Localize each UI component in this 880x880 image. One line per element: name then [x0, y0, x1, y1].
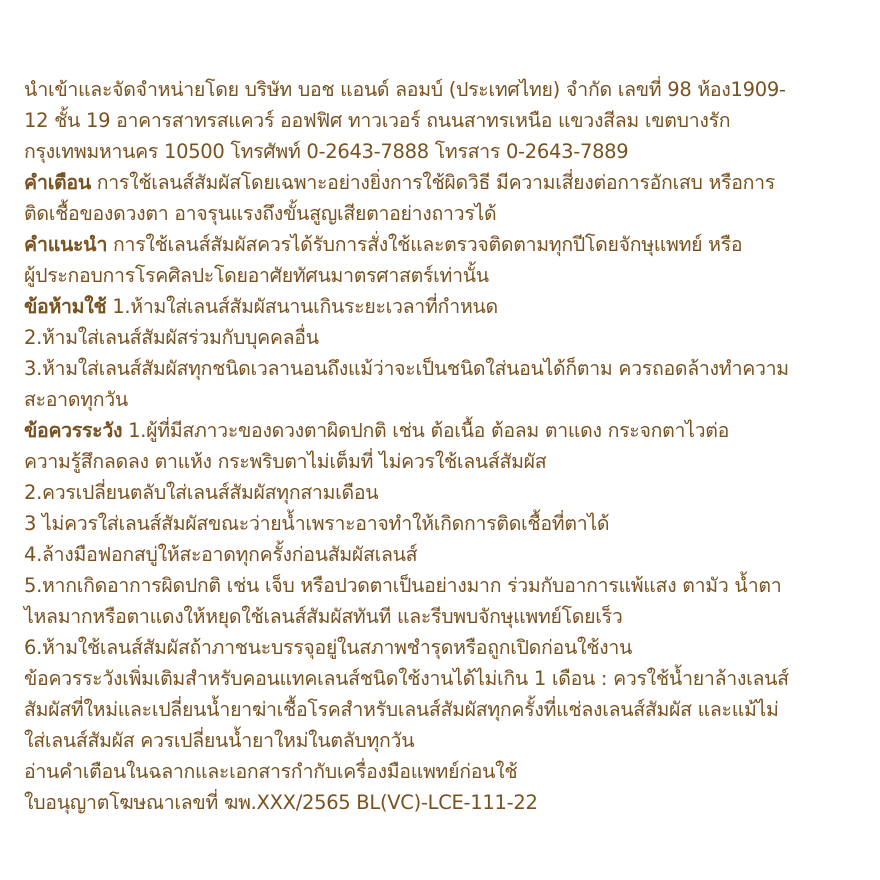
text-line [24, 384, 864, 415]
text-line [24, 105, 864, 136]
line-text: 2.ห้ามใส่เลนส์สัมผัสร่วมกับบุคคลอื่น [24, 326, 319, 349]
text-line [24, 322, 864, 353]
line-text: 3.ห้ามใส่เลนส์สัมผัสทุกชนิดเวลานอนถึงแม้ว่าจะเป็นชนิดใส่นอนได้ก็ตาม ควรถอดล้างทำความ [24, 357, 789, 380]
text-line [24, 725, 864, 756]
text-line [24, 260, 864, 291]
line-text: ติดเชื้อของดวงตา อาจรุนแรงถึงขั้นสูญเสียตาอย่างถาวรได้ [24, 202, 497, 225]
text-line [24, 787, 864, 818]
line-text: 3 ไม่ควรใส่เลนส์สัมผัสขณะว่ายน้ำเพราะอาจทำให้เกิดการติดเชื้อที่ตาได้ [24, 512, 610, 535]
line-text: นำเข้าและจัดจำหน่ายโดย บริษัท บอช แอนด์ ลอมบ์ (ประเทศไทย) จำกัด เลขที่ 98 ห้อง1909- [24, 78, 786, 101]
text-line [24, 601, 864, 632]
text-line [24, 477, 864, 508]
line-text: 2.ควรเปลี่ยนตลับใส่เลนส์สัมผัสทุกสามเดือน [24, 481, 379, 504]
document-body [24, 74, 864, 818]
line-text: ข้อควรระวังเพิ่มเติมสำหรับคอนแทคเลนส์ชนิดใช้งานได้ไม่เกิน 1 เดือน : ควรใช้น้ำยาล้างเลนส์ [24, 667, 789, 690]
line-text: ไหลมากหรือตาแดงให้หยุดใช้เลนส์สัมผัสทันที และรีบพบจักษุแพทย์โดยเร็ว [24, 605, 623, 628]
text-line [24, 74, 864, 105]
line-text: สัมผัสที่ใหม่และเปลี่ยนน้ำยาฆ่าเชื้อโรคสำหรับเลนส์สัมผัสทุกครั้งที่แช่ลงเลนส์สัมผัส และแม้ไม่ [24, 698, 779, 721]
line-text: 5.หากเกิดอาการผิดปกติ เช่น เจ็บ หรือปวดตาเป็นอย่างมาก ร่วมกับอาการแพ้แสง ตามัว น้ำตา [24, 574, 782, 597]
text-line [24, 508, 864, 539]
line-heading: ข้อควรระวัง [24, 419, 123, 442]
text-line [24, 291, 864, 322]
line-text: 12 ชั้น 19 อาคารสาทรสแควร์ ออฟฟิศ ทาวเวอร์ ถนนสาทรเหนือ แขวงสีลม เขตบางรัก [24, 109, 731, 132]
text-line [24, 663, 864, 694]
text-line [24, 415, 864, 446]
line-heading: ข้อห้ามใช้ [24, 295, 107, 318]
text-line [24, 694, 864, 725]
line-text: 4.ล้างมือฟอกสบู่ให้สะอาดทุกครั้งก่อนสัมผัสเลนส์ [24, 543, 418, 566]
line-text: 6.ห้ามใช้เลนส์สัมผัสถ้าภาชนะบรรจุอยู่ในสภาพชำรุดหรือถูกเปิดก่อนใช้งาน [24, 636, 633, 659]
line-text: อ่านคำเตือนในฉลากและเอกสารกำกับเครื่องมือแพทย์ก่อนใช้ [24, 760, 518, 783]
text-line [24, 539, 864, 570]
line-heading: คำแนะนำ [24, 233, 108, 256]
text-line [24, 353, 864, 384]
line-text: กรุงเทพมหานคร 10500 โทรศัพท์ 0-2643-7888 โทรสาร 0-2643-7889 [24, 140, 629, 163]
text-line [24, 446, 864, 477]
text-line [24, 198, 864, 229]
text-line [24, 632, 864, 663]
line-text: ใส่เลนส์สัมผัส ควรเปลี่ยนน้ำยาใหม่ในตลับทุกวัน [24, 729, 415, 752]
text-line [24, 229, 864, 260]
line-text: 1.ผู้ที่มีสภาวะของดวงตาผิดปกติ เช่น ต้อเนื้อ ต้อลม ตาแดง กระจกตาไวต่อ [122, 419, 730, 442]
line-heading: คำเตือน [24, 171, 91, 194]
line-text: ใบอนุญาตโฆษณาเลขที่ ฆพ.XXX/2565 BL(VC)-LCE-111-22 [24, 791, 538, 814]
text-line [24, 570, 864, 601]
line-text: สะอาดทุกวัน [24, 388, 128, 411]
line-text: 1.ห้ามใส่เลนส์สัมผัสนานเกินระยะเวลาที่กำหนด [106, 295, 498, 318]
text-line [24, 756, 864, 787]
text-line [24, 167, 864, 198]
line-text: การใช้เลนส์สัมผัสควรได้รับการสั่งใช้และตรวจติดตามทุกปีโดยจักษุแพทย์ หรือ [107, 233, 743, 256]
line-text: ความรู้สึกลดลง ตาแห้ง กระพริบตาไม่เต็มที่ ไม่ควรใช้เลนส์สัมผัส [24, 450, 547, 473]
line-text: ผู้ประกอบการโรคศิลปะโดยอาศัยทัศนมาตรศาสตร์เท่านั้น [24, 264, 489, 287]
text-line [24, 136, 864, 167]
line-text: การใช้เลนส์สัมผัสโดยเฉพาะอย่างยิ่งการใช้ผิดวิธี มีความเสี่ยงต่อการอักเสบ หรือการ [90, 171, 775, 194]
